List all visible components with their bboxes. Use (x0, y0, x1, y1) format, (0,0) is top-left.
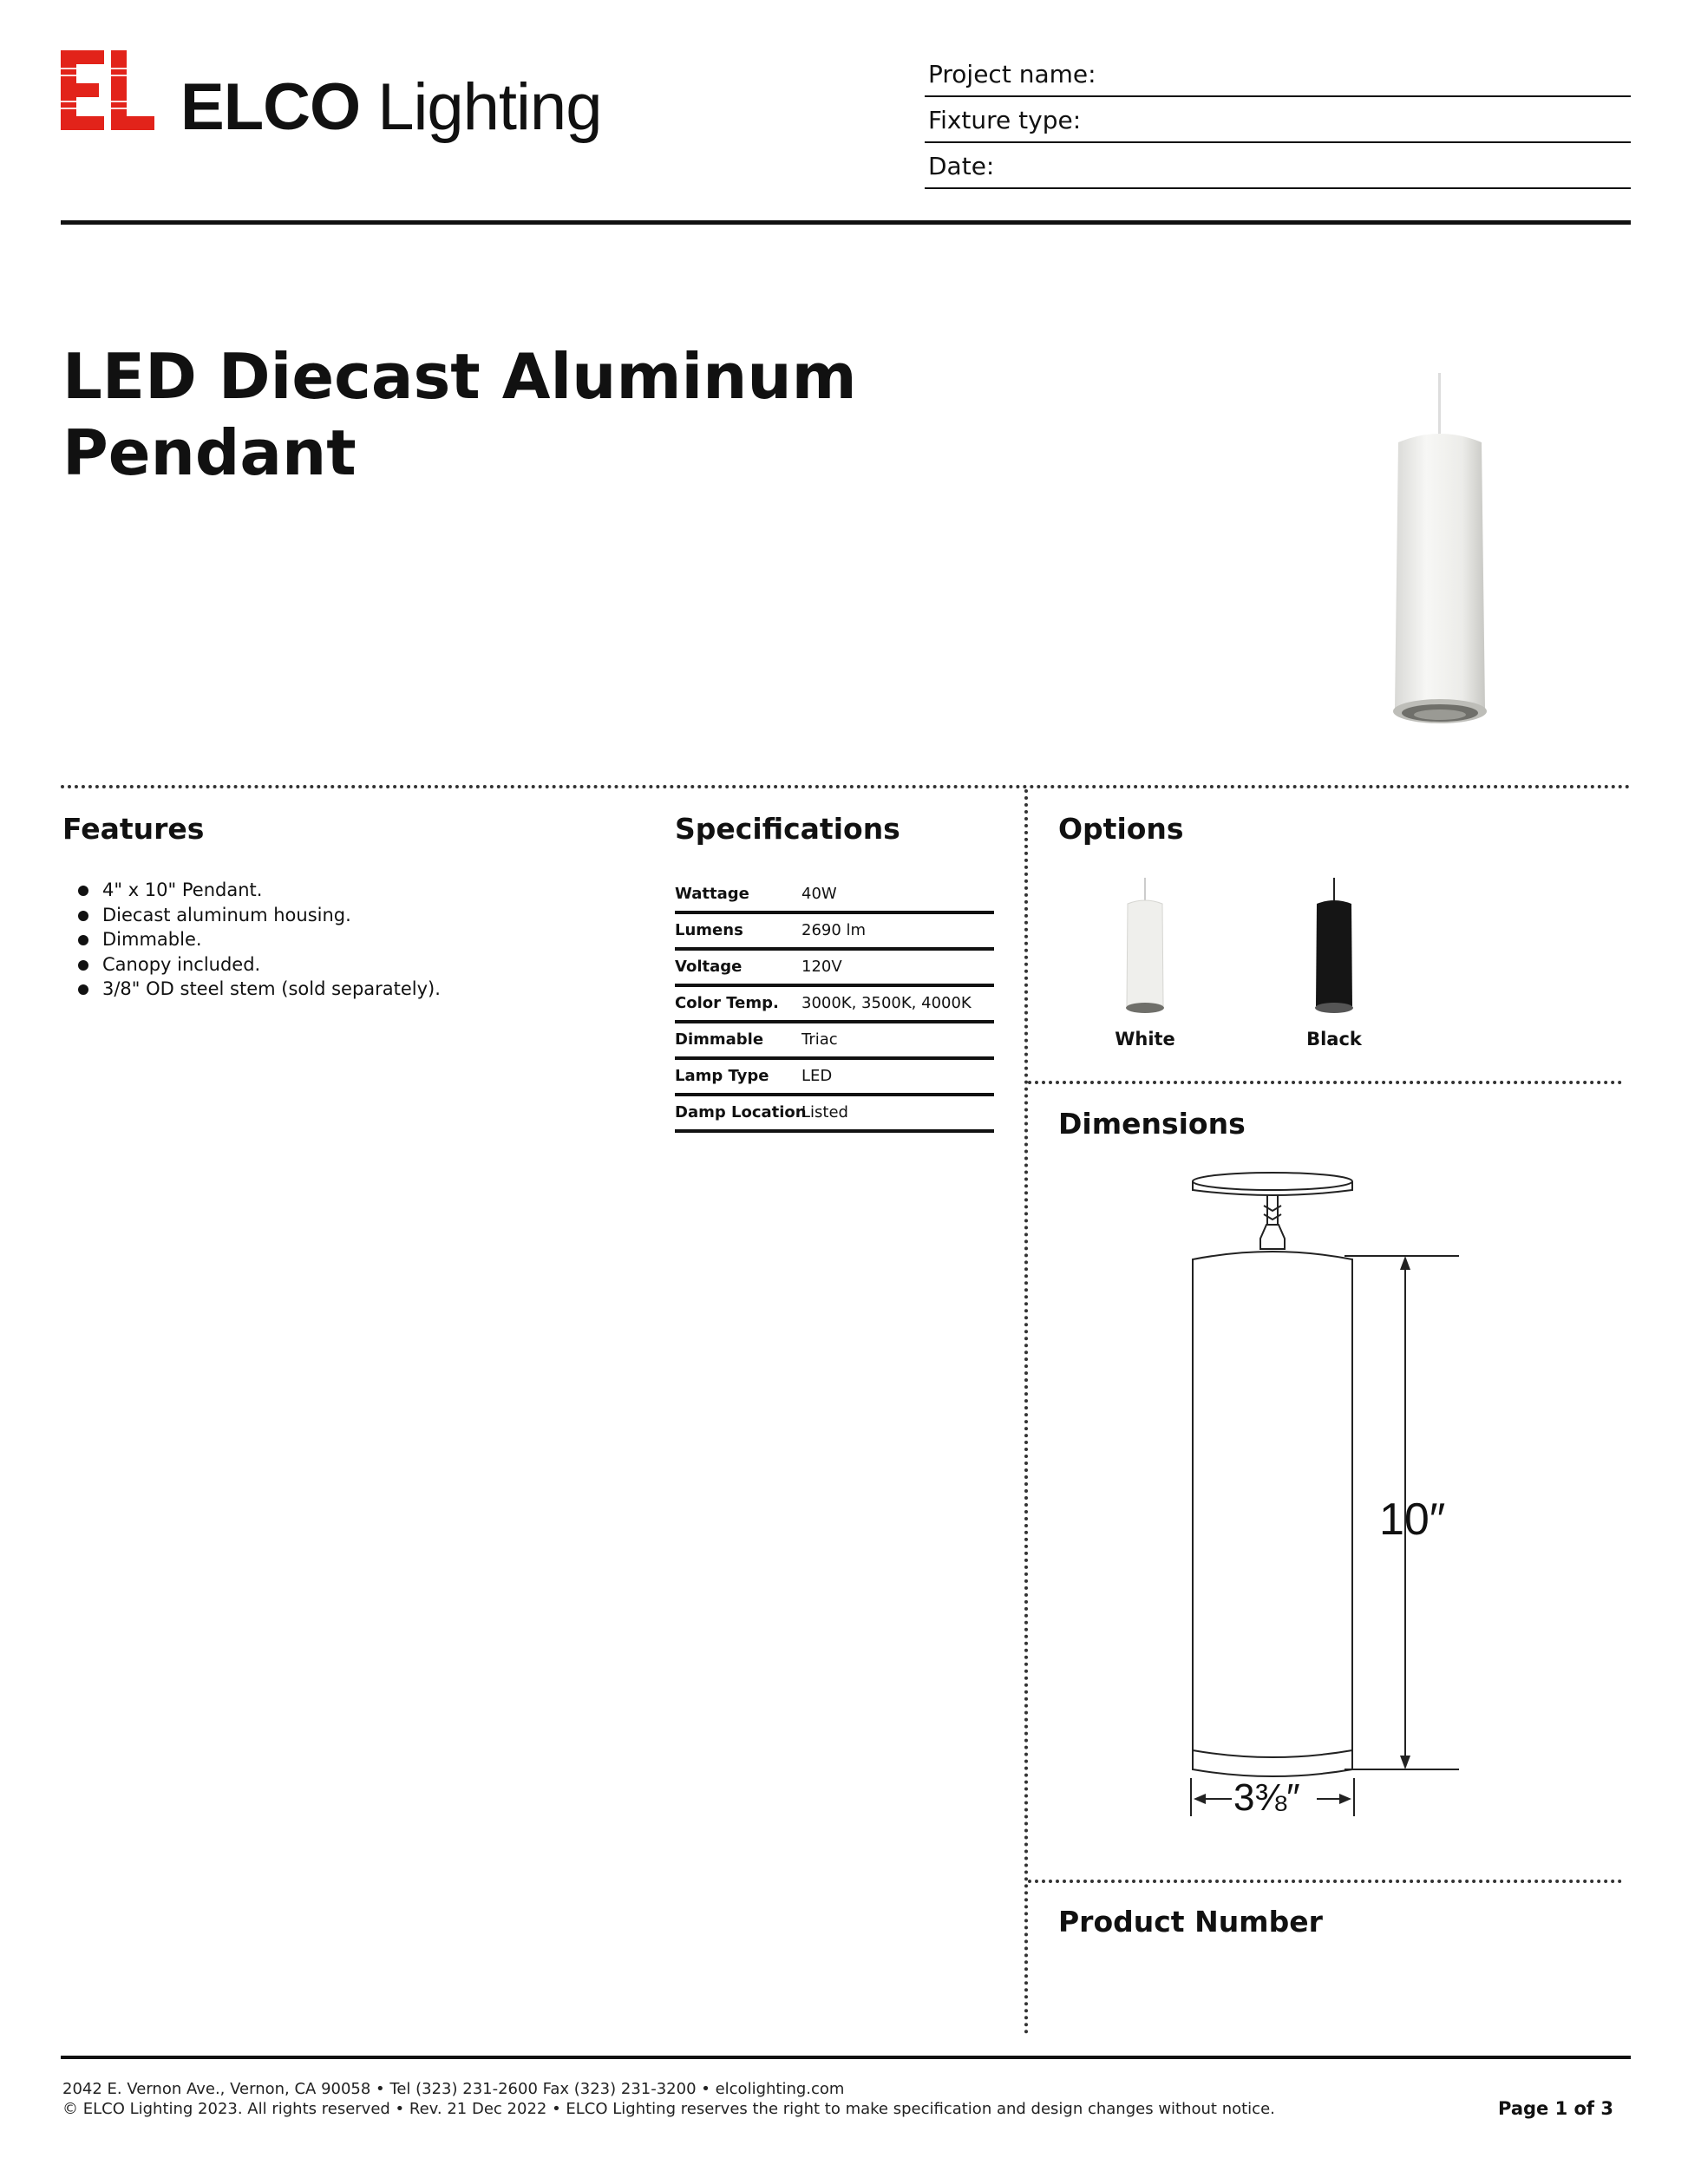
project-name-field[interactable]: Project name: (925, 52, 1631, 97)
list-item: Canopy included. (76, 952, 441, 978)
date-field[interactable]: Date: (925, 144, 1631, 189)
spec-label: Lumens (675, 921, 743, 939)
dimensions-heading: Dimensions (1058, 1107, 1246, 1141)
dimensions-divider (1028, 1880, 1622, 1883)
specifications-heading: Specifications (675, 812, 900, 846)
pendant-product-image (1353, 373, 1527, 763)
spec-label: Wattage (675, 885, 749, 903)
spec-value: Triac (801, 1030, 838, 1049)
spec-value: 120V (801, 958, 842, 976)
footer-rule (61, 2056, 1631, 2059)
brand-name (180, 69, 601, 145)
list-item: Diecast aluminum housing. (76, 903, 441, 928)
specifications-table (675, 878, 994, 1133)
brand-name-bold: ELCO (180, 70, 361, 144)
table-row (675, 1096, 994, 1133)
table-row (675, 1060, 994, 1096)
table-row (675, 951, 994, 987)
option-black-label[interactable]: Black (1306, 1029, 1362, 1049)
product-number-heading: Product Number (1058, 1905, 1323, 1939)
spec-value: 40W (801, 885, 837, 903)
list-item: 3/8" OD steel stem (sold separately). (76, 977, 441, 1002)
fixture-type-field[interactable]: Fixture type: (925, 98, 1631, 143)
table-row (675, 914, 994, 951)
el-logo-mark-icon (61, 50, 154, 130)
column-divider (1024, 789, 1028, 2035)
list-item: Dimmable. (76, 927, 441, 952)
footer-address: 2042 E. Vernon Ave., Vernon, CA 90058 • Tel (323) 231-2600 Fax (323) 231-3200 • elcolighting.com (62, 2080, 845, 2098)
list-item: 4" x 10" Pendant. (76, 878, 441, 903)
spec-label: Voltage (675, 958, 743, 976)
spec-label: Dimmable (675, 1030, 764, 1049)
black-option-image (1308, 878, 1360, 1017)
features-list (76, 878, 441, 1002)
width-dimension-label: 3⅜″ (1233, 1776, 1300, 1819)
title-line-1: LED Diecast Aluminum (62, 340, 857, 413)
section-divider (61, 785, 1631, 788)
option-white-label[interactable]: White (1115, 1029, 1175, 1049)
header-rule (61, 220, 1631, 225)
spec-value: LED (801, 1067, 833, 1085)
spec-label: Lamp Type (675, 1067, 769, 1085)
elco-logo (61, 50, 616, 146)
spec-value: Listed (801, 1103, 848, 1121)
page-number: Page 1 of 3 (1498, 2098, 1613, 2119)
table-row (675, 1023, 994, 1060)
height-dimension-label: 10″ (1379, 1494, 1446, 1545)
options-heading: Options (1058, 812, 1184, 846)
table-row (675, 878, 994, 914)
footer-legal: © ELCO Lighting 2023. All rights reserved • Rev. 21 Dec 2022 • ELCO Lighting reserves the right to make specification and design changes without notice. (62, 2100, 1275, 2118)
brand-name-light: Lighting (360, 70, 602, 144)
page-title (62, 338, 857, 491)
spec-label: Color Temp. (675, 994, 779, 1012)
table-row (675, 987, 994, 1023)
features-heading: Features (62, 812, 205, 846)
options-divider (1028, 1081, 1622, 1084)
spec-value: 3000K, 3500K, 4000K (801, 994, 972, 1012)
title-line-2: Pendant (62, 416, 357, 489)
spec-label: Damp Location (675, 1103, 807, 1121)
white-option-image (1119, 878, 1171, 1017)
spec-value: 2690 lm (801, 921, 867, 939)
